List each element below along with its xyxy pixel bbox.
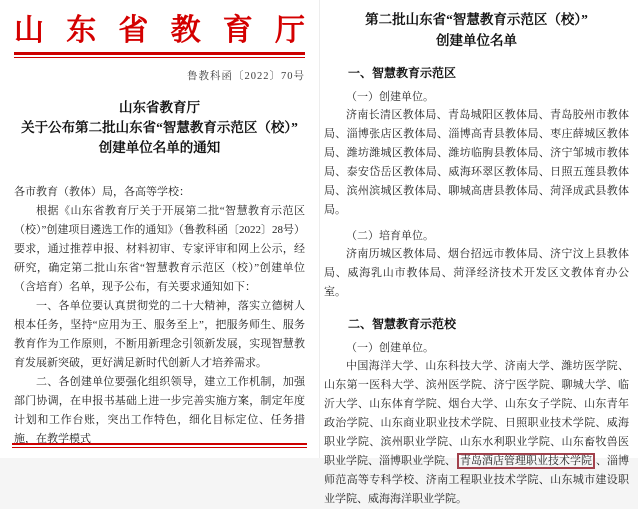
section-heading-demo-districts: 一、智慧教育示范区 (348, 66, 457, 80)
school-list-before-highlight: 中国海洋大学、山东科技大学、济南大学、潍坊医学院、山东第一医科大学、滨州医学院、济宁医学院、聊城大学、临沂大学、山东体育学院、烟台大学、山东女子学院、山东青年政治学院、山东商业职业技术学院、日照职业技术学院、威海职业学院、滨州职业学院、山东水利职业学院、山东畜牧兽医职业学院、淄博职业学院、 (324, 360, 629, 467)
notice-title-line3: 创建单位名单的通知 (98, 140, 221, 155)
footer-double-rule (12, 443, 307, 448)
letterhead-double-rule (14, 52, 305, 58)
district-cultivation-units-list: 济南历城区教体局、烟台招远市教体局、济宁汶上县教体局、威海乳山市教体局、菏泽经济技术开发区文教体育办公室。 (324, 248, 629, 298)
notice-title-line1: 山东省教育厅 (119, 100, 200, 115)
notice-body (14, 183, 305, 449)
district-creation-units-list: 济南长清区教体局、青岛城阳区教体局、青岛胶州市教体局、淄博张店区教体局、淄博高青县教体局、枣庄薛城区教体局、潍坊潍城区教体局、潍坊临朐县教体局、济宁邹城市教体局、泰安岱岳区教体局、威海环翠区教体局、日照五莲县教体局、滨州滨城区教体局、聊城高唐县教体局、菏泽成武县教体局。 (324, 109, 629, 216)
highlighted-school-box: 青岛酒店管理职业技术学院 (457, 453, 595, 469)
document-number: 鲁教科函〔2022〕70号 (187, 71, 305, 82)
sub-label-school-creation-units: （一）创建单位。 (346, 342, 434, 354)
school-list-after-highlight: 、淄博师范高等专科学校、济南工程职业技术学院、山东城市建设职业学院、威海海洋职业学院。 (324, 455, 629, 505)
paragraph-requirement-1: 一、各单位要认真贯彻党的二十大精神，落实立德树人根本任务，坚持“应用为王、服务至上”，把服务师生、服务教育作为工作原则，不断用新理念引领新发展，实现智慧教育发展新突破，更好满足新时代创新人才培养需求。 (14, 300, 305, 369)
notice-title (14, 98, 305, 158)
list-title-line2: 创建单位名单 (436, 33, 517, 48)
letterhead-agency-name: 山东省教育厅 (14, 14, 305, 47)
section-heading-demo-schools: 二、智慧教育示范校 (348, 317, 457, 331)
salutation: 各市教育（教体）局，各高等学校： (14, 186, 190, 198)
school-creation-units-list (324, 357, 629, 509)
list-title (324, 9, 629, 51)
list-title-line1: 第二批山东省“智慧教育示范区（校）” (365, 12, 588, 27)
paragraph-requirement-2: 二、各创建单位要强化组织领导，建立工作机制，加强部门协调，在申报书基础上进一步完善实施方案，制定年度计划和工作台账，突出工作特色，细化目标定位、任务措施，在教学模式 (14, 376, 305, 445)
sub-label-cultivation-units: （二）培育单位。 (346, 230, 434, 242)
notice-title-line2: 关于公布第二批山东省“智慧教育示范区（校）” (21, 120, 298, 135)
page-left-notice (0, 0, 319, 458)
page-right-list (319, 0, 638, 505)
sub-label-creation-units: （一）创建单位。 (346, 91, 434, 103)
paragraph-basis: 根据《山东省教育厅关于开展第二批“智慧教育示范区（校）”创建项目遴选工作的通知》（鲁教科函〔2022〕28号）要求，通过推荐申报、材料初审、专家评审和网上公示，经研究，确定第二批山东省“智慧教育示范区（校）”创建单位（含培育）名单，现予公布，有关要求通知如下： (14, 205, 305, 293)
